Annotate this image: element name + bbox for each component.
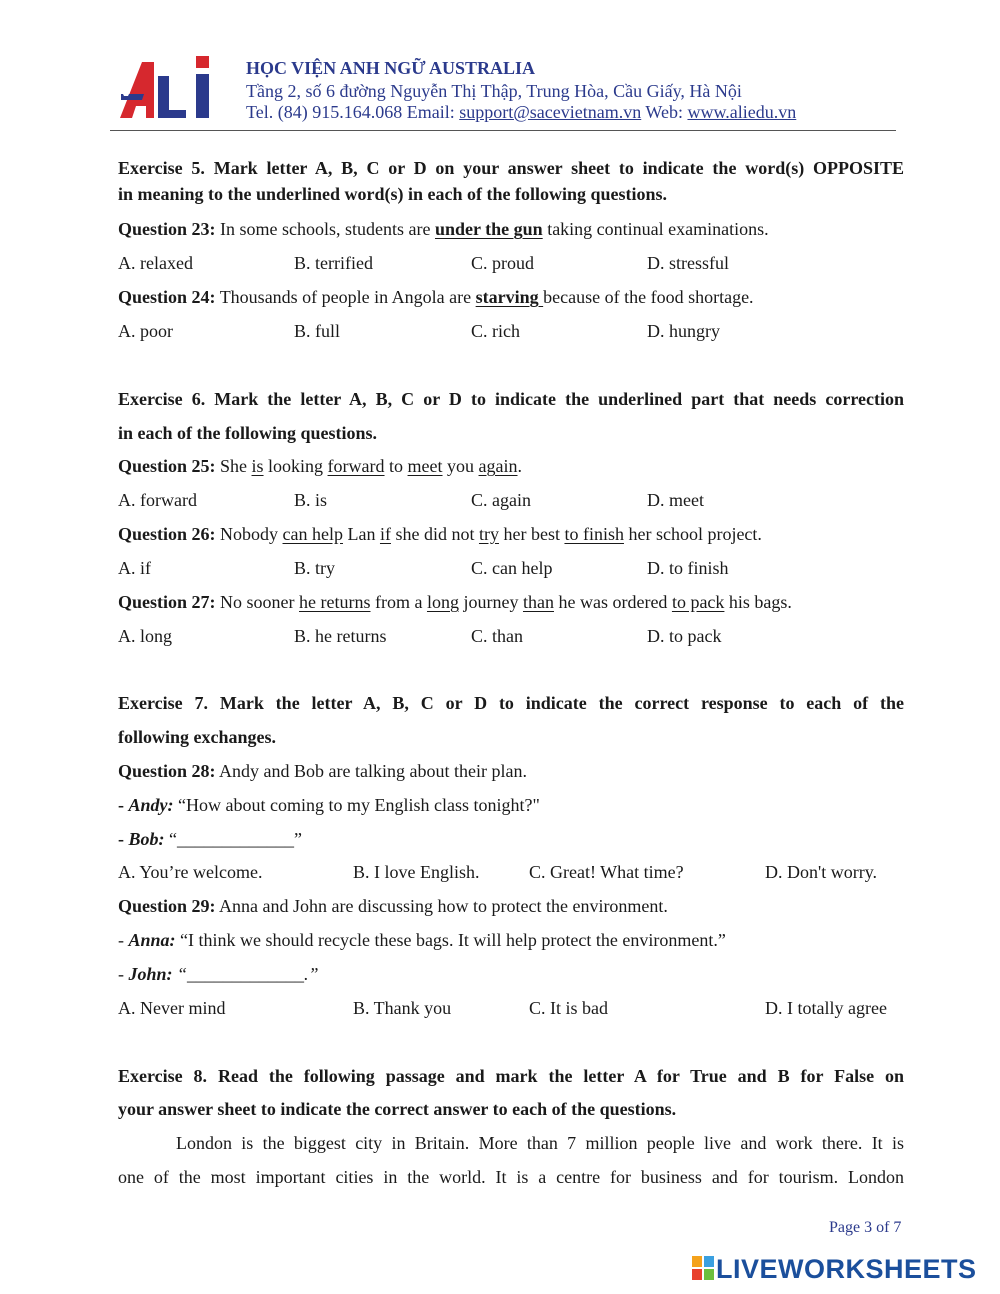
q26-text-1: Nobody [215,524,283,544]
q25-text-1: She [215,456,252,476]
q23-text-end: taking continual examinations. [542,219,769,239]
q28-option-c[interactable]: C. Great! What time? [529,862,684,882]
q29-stem [118,894,904,918]
q27-option-b[interactable]: B. he returns [294,626,387,646]
q25-text-2: looking [263,456,328,476]
q29-john-blank: “_____________.” [172,964,319,984]
q24-option-b[interactable]: B. full [294,321,341,341]
q25-underlined-4: again [478,456,518,476]
ex7-instruction-1: Exercise 7. Mark the letter A, B, C or D to indicate the correct response to each of the [118,693,904,713]
q29-dash-1: - [118,930,129,950]
q25-option-c[interactable]: C. again [471,490,531,510]
q29-speaker-anna: Anna: [128,930,176,950]
q28-dash-2: - [118,829,129,849]
ex5-instruction-1: Exercise 5. Mark letter A, B, C or D on your answer sheet to indicate the word(s) OPPOSITE [118,158,904,178]
q23-label: Question 23: [118,219,216,239]
q25-stem [118,454,904,478]
q25-options [0,488,1000,512]
q29-text: Anna and John are discussing how to protect the environment. [215,896,668,916]
ex7-instruction-2: following exchanges. [118,727,277,747]
q23-text: In some schools, students are [215,219,435,239]
q29-line-john [118,962,904,986]
q23-option-c[interactable]: C. proud [471,253,534,273]
q26-underlined-4: to finish [564,524,624,544]
q24-underlined: starving [475,287,544,307]
q25-option-d[interactable]: D. meet [647,490,704,510]
q29-anna-text: “I think we should recycle these bags. It will help protect the environment.” [175,930,726,950]
q26-text-4: her best [498,524,565,544]
q25-label: Question 25: [118,456,216,476]
q29-line-anna [118,928,904,952]
q25-underlined-3: meet [407,456,443,476]
q28-option-b[interactable]: B. I love English. [353,862,480,882]
q26-text-5: her school project. [623,524,762,544]
q27-text-5: his bags. [724,592,792,612]
q26-underlined-2: if [379,524,391,544]
tel-label: Tel. (84) 915.164.068 Email: [246,102,460,122]
q29-option-c[interactable]: C. It is bad [529,998,608,1018]
ex8-instruction-2: your answer sheet to indicate the correct answer to each of the questions. [118,1099,677,1119]
q24-option-a[interactable]: A. poor [118,321,173,341]
ex8-instruction-1: Exercise 8. Read the following passage and mark the letter A for True and B for False on [118,1066,904,1086]
contact-line [246,102,796,123]
q28-speaker-andy: Andy: [128,795,174,815]
ex5-instruction-2: in meaning to the underlined word(s) in each of the following questions. [118,184,668,204]
q28-options [0,860,1000,884]
q29-option-b[interactable]: B. Thank you [353,998,452,1018]
q23-option-b[interactable]: B. terrified [294,253,373,273]
q28-andy-text: “How about coming to my English class tonight?" [173,795,540,815]
q26-text-2: Lan [342,524,380,544]
q24-option-d[interactable]: D. hungry [647,321,720,341]
q25-text-3: to [384,456,408,476]
liveworksheets-badge-icon [692,1256,714,1280]
q29-dash-2: - [118,964,129,984]
q26-label: Question 26: [118,524,216,544]
q26-option-c[interactable]: C. can help [471,558,553,578]
q26-stem [118,522,904,546]
q25-underlined-1: is [251,456,264,476]
q28-line-andy [118,793,904,817]
q27-label: Question 27: [118,592,216,612]
q23-underlined: under the gun [434,219,543,239]
q26-options [0,556,1000,580]
q27-text-2: from a [370,592,427,612]
q29-option-d[interactable]: D. I totally agree [765,998,887,1018]
q27-underlined-4: to pack [671,592,725,612]
q26-option-b[interactable]: B. try [294,558,336,578]
q28-bob-blank: “_____________” [164,829,302,849]
q24-stem [118,285,904,309]
q27-underlined-3: than [522,592,554,612]
q27-underlined-2: long [426,592,459,612]
web-label: Web: [641,102,688,122]
q26-option-d[interactable]: D. to finish [647,558,729,578]
page-number: Page 3 of 7 [829,1219,902,1236]
q28-dash-1: - [118,795,129,815]
q26-underlined-1: can help [282,524,343,544]
q27-underlined-1: he returns [299,592,371,612]
ex6-instruction-2: in each of the following questions. [118,423,378,443]
q28-text: Andy and Bob are talking about their plan. [215,761,527,781]
ex6-instruction-1: Exercise 6. Mark the letter A, B, C or D to indicate the underlined part that needs correction [118,389,904,409]
q29-speaker-john: John: [128,964,173,984]
q26-underlined-3: try [478,524,499,544]
q23-options [0,251,1000,275]
q28-line-bob [118,827,904,851]
q29-option-a[interactable]: A. Never mind [118,998,226,1018]
q27-text-4: he was ordered [553,592,672,612]
q25-option-b[interactable]: B. is [294,490,328,510]
q27-text-3: journey [459,592,523,612]
q27-text-1: No sooner [215,592,300,612]
passage-line-2: one of the most important cities in the world. It is a centre for business and for tourism. London [118,1167,904,1187]
web-link[interactable]: www.aliedu.vn [687,102,797,122]
q25-underlined-2: forward [327,456,385,476]
header-divider [110,130,896,131]
q25-text-4: you [442,456,479,476]
q28-stem [118,759,904,783]
q28-label: Question 28: [118,761,216,781]
q27-options [0,624,1000,648]
ali-logo [118,48,223,120]
institute-name: HỌC VIỆN ANH NGỮ AUSTRALIA [246,58,536,78]
q28-option-a[interactable]: A. You’re welcome. [118,862,263,882]
q26-option-a[interactable]: A. if [118,558,151,578]
q28-option-d[interactable]: D. Don't worry. [765,862,878,882]
q27-option-d[interactable]: D. to pack [647,626,722,646]
q25-option-a[interactable]: A. forward [118,490,197,510]
q23-option-a[interactable]: A. relaxed [118,253,193,273]
q29-options [0,996,1000,1020]
q28-speaker-bob: Bob: [128,829,165,849]
q26-text-3: she did not [390,524,479,544]
q23-option-d[interactable]: D. stressful [647,253,729,273]
q23-stem [118,217,904,241]
q24-label: Question 24: [118,287,216,307]
q27-option-a[interactable]: A. long [118,626,172,646]
q24-options [0,319,1000,343]
q24-option-c[interactable]: C. rich [471,321,520,341]
q27-stem [118,590,904,614]
q24-text: Thousands of people in Angola are [215,287,476,307]
q25-text-5: . [517,456,523,476]
q24-text-end: because of the food shortage. [543,287,754,307]
q29-label: Question 29: [118,896,216,916]
institute-address: Tầng 2, số 6 đường Nguyễn Thị Thập, Trung Hòa, Cầu Giấy, Hà Nội [246,81,742,101]
q27-option-c[interactable]: C. than [471,626,523,646]
liveworksheets-wordmark: LIVEWORKSHEETS [716,1254,977,1284]
email-link[interactable]: support@sacevietnam.vn [459,102,642,122]
passage-line-1: London is the biggest city in Britain. More than 7 million people live and work there. It is [176,1133,904,1153]
